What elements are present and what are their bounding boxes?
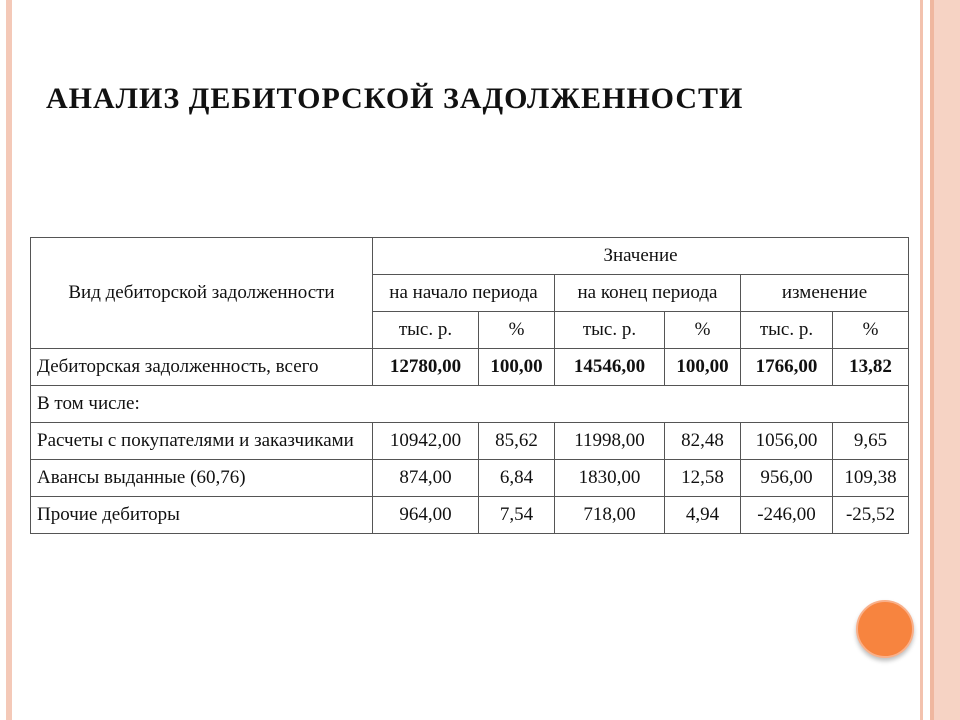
- value-cell: 1766,00: [741, 349, 833, 386]
- value-cell: 12,58: [665, 460, 741, 497]
- row-label: Расчеты с покупателями и заказчиками: [31, 423, 373, 460]
- value-cell: 7,54: [479, 497, 555, 534]
- row-label: Прочие дебиторы: [31, 497, 373, 534]
- unit-cell: тыс. р.: [373, 312, 479, 349]
- slide-frame-right-line: [920, 0, 923, 720]
- value-cell: 100,00: [479, 349, 555, 386]
- row-label: Авансы выданные (60,76): [31, 460, 373, 497]
- slide-frame-left: [6, 0, 12, 720]
- unit-cell: %: [665, 312, 741, 349]
- value-cell: 85,62: [479, 423, 555, 460]
- value-cell: 6,84: [479, 460, 555, 497]
- table-row-subheader: [31, 386, 909, 423]
- decorative-circle: [856, 600, 914, 658]
- subheader-label: В том числе:: [31, 386, 909, 423]
- value-cell: 10942,00: [373, 423, 479, 460]
- value-cell: 874,00: [373, 460, 479, 497]
- header-group-start: на начало периода: [373, 275, 555, 312]
- receivables-table: [30, 237, 909, 534]
- value-cell: 109,38: [833, 460, 909, 497]
- value-cell: 14546,00: [555, 349, 665, 386]
- value-cell: -246,00: [741, 497, 833, 534]
- unit-cell: %: [479, 312, 555, 349]
- value-cell: 964,00: [373, 497, 479, 534]
- table-row: [31, 460, 909, 497]
- table-row-total: [31, 349, 909, 386]
- header-type-label: Вид дебиторской задолженности: [31, 238, 373, 349]
- header-value-label: Значение: [373, 238, 909, 275]
- value-cell: 13,82: [833, 349, 909, 386]
- value-cell: 12780,00: [373, 349, 479, 386]
- unit-cell: тыс. р.: [741, 312, 833, 349]
- slide-title: АНАЛИЗ ДЕБИТОРСКОЙ ЗАДОЛЖЕННОСТИ: [46, 82, 744, 115]
- value-cell: 82,48: [665, 423, 741, 460]
- unit-cell: %: [833, 312, 909, 349]
- value-cell: 11998,00: [555, 423, 665, 460]
- value-cell: 9,65: [833, 423, 909, 460]
- slide-frame-right-edge: [930, 0, 934, 720]
- value-cell: 956,00: [741, 460, 833, 497]
- value-cell: 1056,00: [741, 423, 833, 460]
- table-row: [31, 423, 909, 460]
- value-cell: 100,00: [665, 349, 741, 386]
- header-row-1: [31, 238, 909, 275]
- row-label: Дебиторская задолженность, всего: [31, 349, 373, 386]
- unit-cell: тыс. р.: [555, 312, 665, 349]
- table-row: [31, 497, 909, 534]
- value-cell: -25,52: [833, 497, 909, 534]
- value-cell: 1830,00: [555, 460, 665, 497]
- slide-frame-right-band: [930, 0, 960, 720]
- header-group-end: на конец периода: [555, 275, 741, 312]
- value-cell: 4,94: [665, 497, 741, 534]
- header-group-change: изменение: [741, 275, 909, 312]
- value-cell: 718,00: [555, 497, 665, 534]
